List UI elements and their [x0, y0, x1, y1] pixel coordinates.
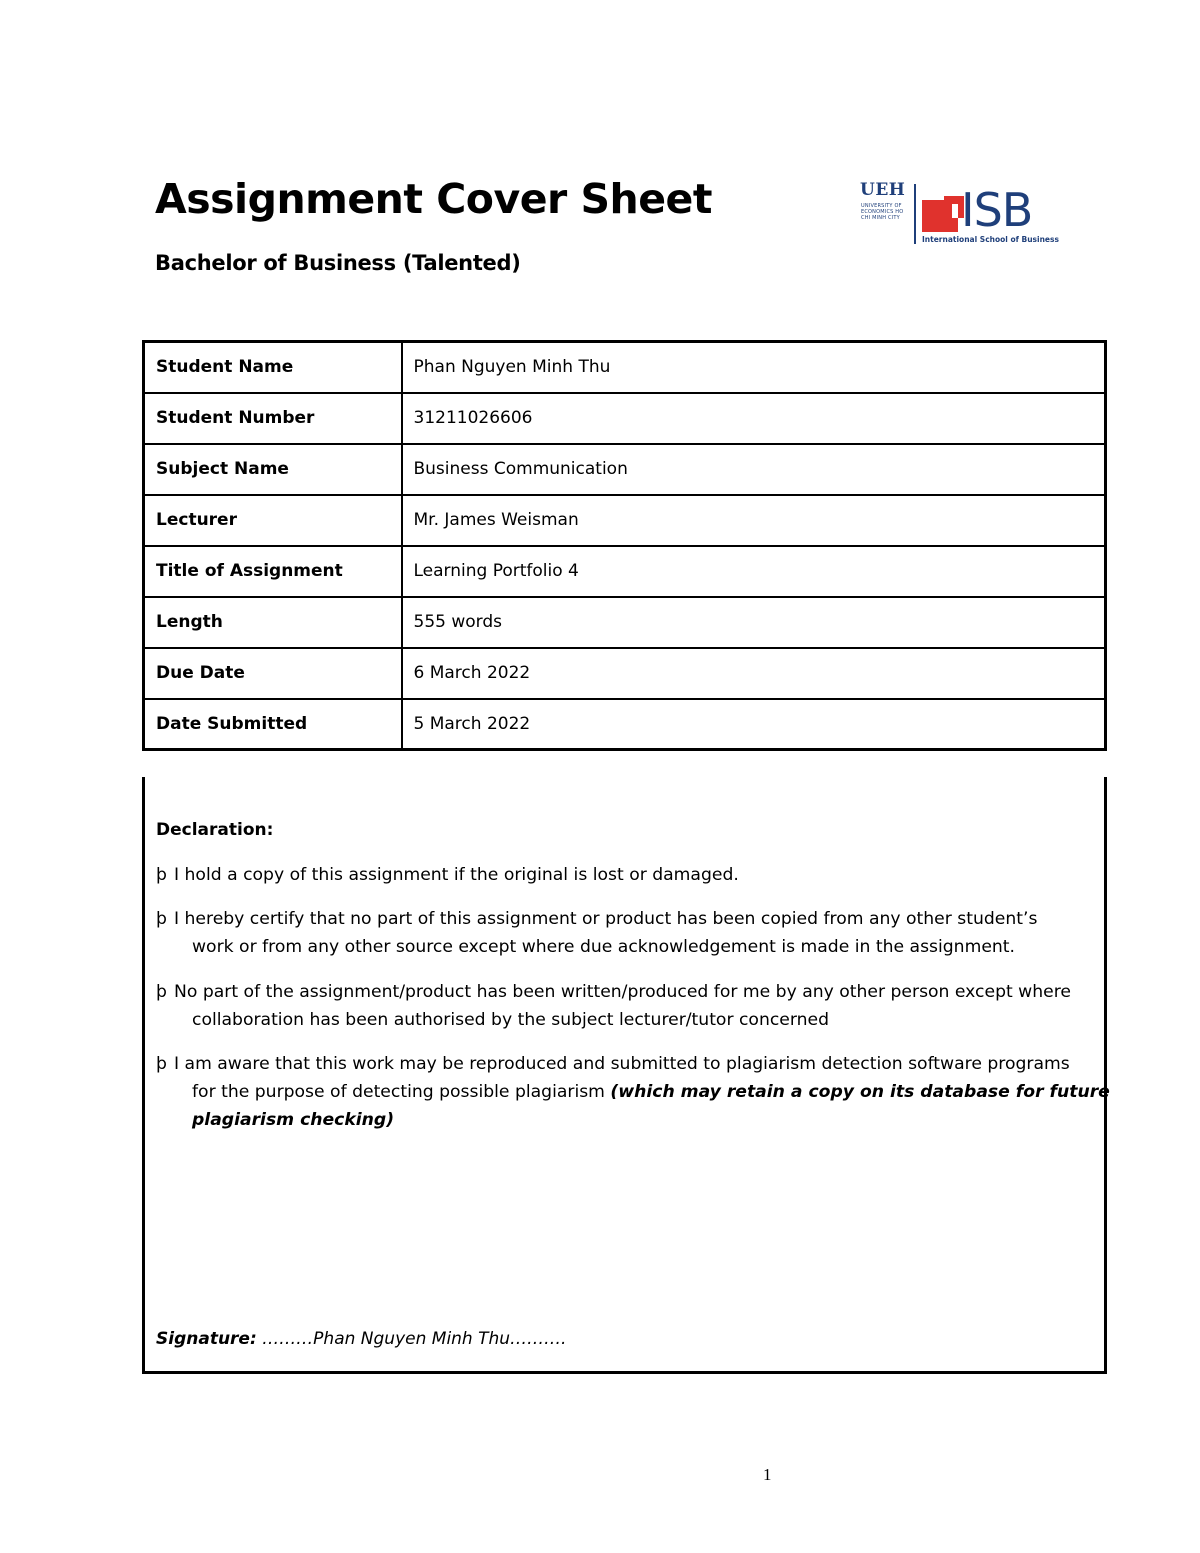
declaration-text-continued: work or from any other source except where due acknowledgement is made in the assignment.	[192, 937, 1015, 957]
ueh-isb-logo	[858, 182, 1063, 247]
student-info-table	[142, 340, 1107, 751]
table-row	[144, 444, 1106, 495]
isb-logo-text: ISB	[961, 183, 1033, 237]
checked-box-icon: þ	[156, 982, 167, 1002]
document-title: Assignment Cover Sheet	[155, 175, 712, 223]
declaration-box	[142, 777, 1110, 1374]
subject-name-value: Business Communication	[402, 444, 1106, 495]
table-row	[144, 546, 1106, 597]
declaration-emphasis: (which may retain a copy on its database for future	[610, 1082, 1110, 1102]
declaration-text: I am aware that this work may be reproduced and submitted to plagiarism detection software programs	[174, 1054, 1070, 1074]
declaration-text: No part of the assignment/product has been written/produced for me by any other person except where	[174, 982, 1071, 1002]
subject-name-label: Subject Name	[144, 444, 402, 495]
declaration-text: I hold a copy of this assignment if the original is lost or damaged.	[174, 865, 739, 885]
signature-line	[156, 1329, 566, 1349]
table-row	[144, 597, 1106, 648]
lecturer-label: Lecturer	[144, 495, 402, 546]
declaration-item	[156, 861, 1086, 889]
document-subtitle: Bachelor of Business (Talented)	[155, 251, 521, 275]
isb-logo-subtext: International School of Business	[922, 235, 1059, 244]
student-number-value: 31211026606	[402, 393, 1106, 444]
date-submitted-value: 5 March 2022	[402, 699, 1106, 750]
table-row	[144, 648, 1106, 699]
due-date-label: Due Date	[144, 648, 402, 699]
due-date-value: 6 March 2022	[402, 648, 1106, 699]
signature-value: ………Phan Nguyen Minh Thu……….	[256, 1329, 567, 1349]
declaration-text-continued: collaboration has been authorised by the subject lecturer/tutor concerned	[192, 1010, 830, 1030]
assignment-title-label: Title of Assignment	[144, 546, 402, 597]
declaration-text: I hereby certify that no part of this assignment or product has been copied from any other student’s	[174, 909, 1038, 929]
ueh-logo-subtext: UNIVERSITY OF ECONOMICS HO CHI MINH CITY	[861, 203, 904, 221]
checked-box-icon: þ	[156, 909, 167, 929]
table-row	[144, 699, 1106, 750]
length-value: 555 words	[402, 597, 1106, 648]
ueh-logo	[858, 182, 912, 230]
declaration-text-continued: for the purpose of detecting possible plagiarism	[192, 1082, 611, 1102]
length-label: Length	[144, 597, 402, 648]
declaration-item	[156, 1050, 1110, 1134]
table-row	[144, 495, 1106, 546]
date-submitted-label: Date Submitted	[144, 699, 402, 750]
ueh-logo-text: UEH	[860, 180, 906, 200]
checked-box-icon: þ	[156, 1054, 167, 1074]
assignment-title-value: Learning Portfolio 4	[402, 546, 1106, 597]
declaration-emphasis-continued: plagiarism checking)	[192, 1110, 395, 1130]
student-name-label: Student Name	[144, 342, 402, 393]
declaration-heading: Declaration:	[156, 820, 274, 840]
checked-box-icon: þ	[156, 865, 167, 885]
page-number: 1	[763, 1465, 772, 1484]
isb-logo-mark-icon	[922, 196, 964, 232]
student-name-value: Phan Nguyen Minh Thu	[402, 342, 1106, 393]
lecturer-value: Mr. James Weisman	[402, 495, 1106, 546]
signature-label: Signature:	[156, 1329, 257, 1349]
logo-divider	[914, 184, 916, 244]
declaration-item	[156, 978, 1086, 1034]
declaration-item	[156, 905, 1086, 961]
table-row	[144, 393, 1106, 444]
student-number-label: Student Number	[144, 393, 402, 444]
table-row	[144, 342, 1106, 393]
